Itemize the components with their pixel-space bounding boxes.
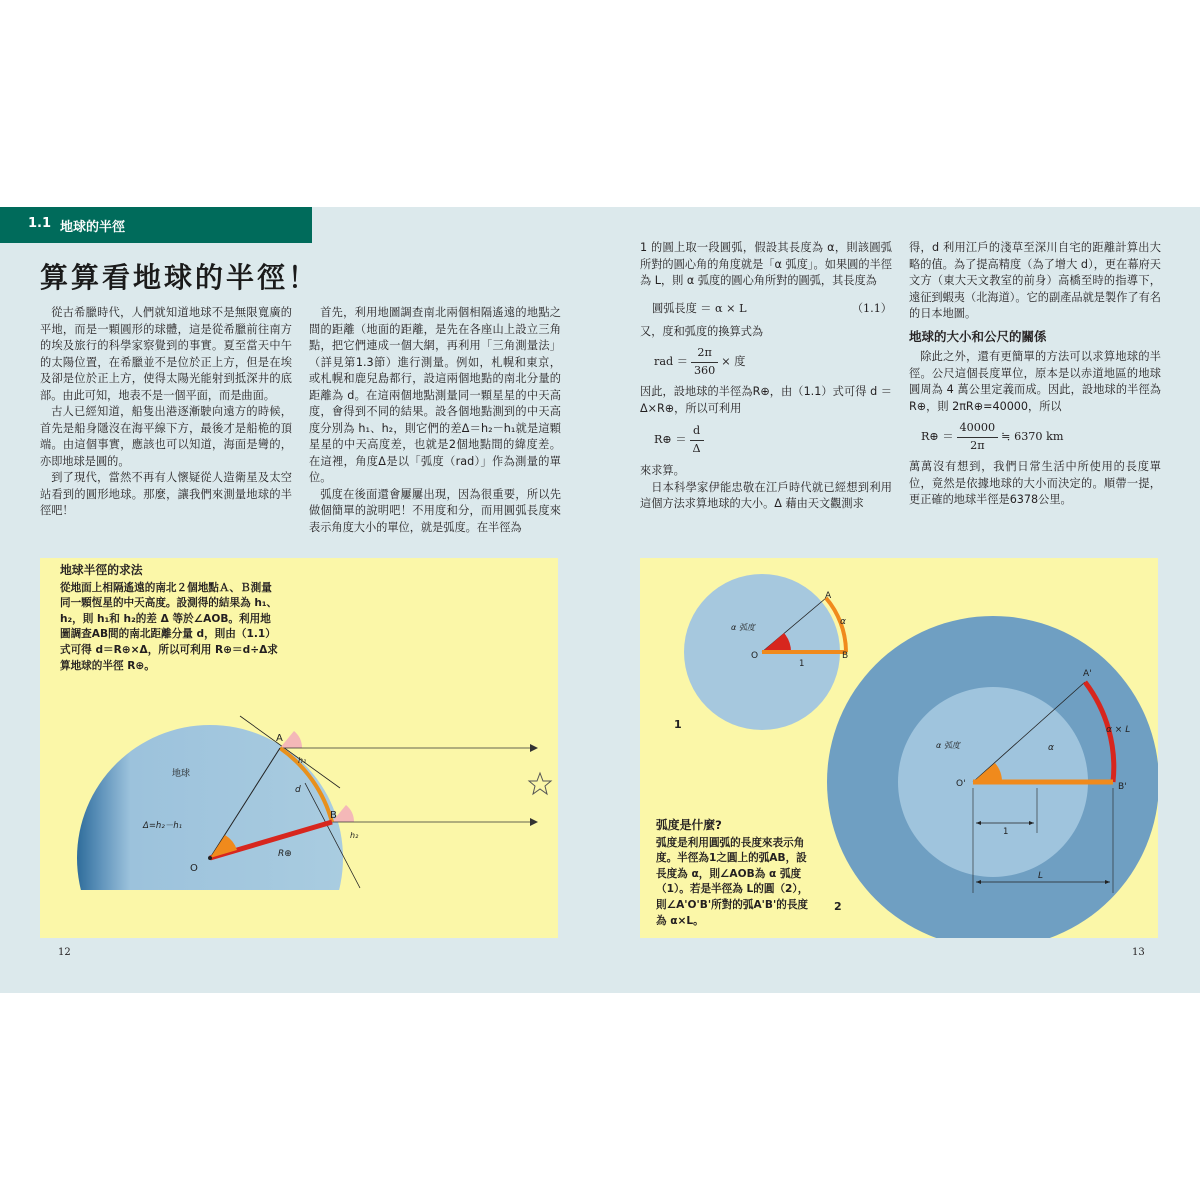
earth-radius-diagram [40, 558, 558, 938]
figure-description: 從地面上相隔遙遠的南北２個地點Ａ、Ｂ測量同一顆恆星的中天高度。設測得的結果為 h₁、h₂，則 h₁和 h₂的差 Δ 等於∠AOB。利用地圖調查AB間的南北距離分量 d，則由（1.1）式可得 d＝R⊕×Δ，所以可利用 R⊕＝d÷Δ求算地球的半徑 R⊕。 [60, 581, 278, 672]
left-column-2 [309, 305, 561, 536]
paragraph: 日本科學家伊能忠敬在江戶時代就已經想到利用這個方法求算地球的大小。Δ 藉由天文觀測求 [640, 480, 892, 510]
label-O: O [190, 863, 198, 874]
fig2-label-L: L [1038, 871, 1044, 881]
equation-text: 圓弧長度 ＝ α × L [652, 301, 747, 315]
section-number: 1.1 [28, 216, 52, 231]
label-d: d [295, 785, 301, 795]
fig1-label-B: B [842, 651, 849, 661]
label-A: A [276, 733, 283, 744]
equation-meter [909, 415, 1161, 459]
section-label: 地球的半徑 [60, 220, 126, 235]
fig2-number: 2 [834, 900, 842, 913]
figure-description: 弧度是利用圓弧的長度來表示角度。半徑為1之圓上的弧AB，設長度為 α，則∠AOB為 α 弧度（1）。若是半徑為 L的圓（2），則∠A'O'B'所對的弧A'B'的長度為 α×L。 [656, 836, 809, 927]
paragraph: 除此之外，還有更簡單的方法可以求算地球的半徑。公尺這個長度單位，原本是以赤道地區的地球圓周為 4 萬公里定義而成。因此，設地球的半徑為 R⊕，則 2πR⊕=40000，所以 [909, 350, 1161, 413]
fig2-label-aL: α × L [1106, 725, 1131, 735]
fig1-label-a: α [840, 617, 846, 627]
label-h2: h₂ [350, 831, 359, 840]
fig1-label-A: A [825, 591, 832, 601]
fraction-denominator: Δ [692, 441, 701, 455]
fig2-label-1: 1 [1003, 827, 1009, 837]
fraction-numerator: 40000 [957, 420, 999, 438]
figure-title: 弧度是什麼? [656, 818, 722, 832]
label-h1: h₁ [298, 756, 307, 765]
right-column-1 [640, 240, 892, 513]
page-number-right: 13 [1132, 947, 1145, 958]
paragraph: 弧度在後面還會屢屢出現，因為很重要，所以先做個簡單的說明吧！不用度和分，而用圓弧長度來表示角度大小的單位，就是弧度。在半徑為 [309, 487, 561, 534]
fraction-denominator: 360 [693, 363, 716, 377]
equation-left: R⊕ ＝ [921, 429, 954, 443]
equation-left: R⊕ ＝ [654, 432, 687, 446]
fig2-label-O: O' [956, 779, 966, 789]
equation-1-1 [640, 294, 892, 324]
equation-rad [640, 340, 892, 384]
fig2-label-B: B' [1118, 782, 1127, 792]
paragraph: 得，d 利用江戶的淺草至深川自宅的距離計算出大略的值。為了提高精度（為了增大 d），更在幕府天文方（東大天文教室的前身）高橋至時的指導下，遠征到蝦夷（北海道）。它的副產品就是製作了有名的日本地圖。 [909, 241, 1161, 320]
figure-caption-radian [656, 818, 816, 929]
page-number-left: 12 [58, 947, 71, 958]
label-R: R⊕ [278, 849, 292, 859]
fig1-label-O: O [751, 651, 759, 661]
fig1-label-1: 1 [799, 659, 805, 669]
section-tab [0, 207, 312, 243]
fig2-label-alpha-rad: α 弧度 [936, 741, 960, 750]
page-title: 算算看地球的半徑！ [40, 261, 320, 294]
equation-right: ≒ 6370 km [1001, 429, 1064, 443]
label-earth: 地球 [172, 769, 191, 779]
equation-radius [640, 417, 892, 463]
paragraph: 從古希臘時代，人們就知道地球不是無限寬廣的平地，而是一顆圓形的球體，這是從希臘前往南方的埃及旅行的科學家察覺到的事實。夏至當天中午的太陽位置，在希臘並不是位於正上方，但是在埃及卻是位於正上方，使得太陽光能射到抵深井的底部。由此可知，地表不是一個平面，而是曲面。 [40, 306, 292, 402]
fig2-label-A: A' [1083, 669, 1092, 679]
paragraph: 因此，設地球的半徑為R⊕，由（1.1）式可得 d ＝ Δ×R⊕，所以可利用 [640, 385, 892, 415]
equation-right: × 度 [721, 354, 746, 368]
figure-title: 地球半徑的求法 [60, 563, 143, 577]
paragraph: 又，度和弧度的換算式為 [640, 324, 764, 338]
fig1-label-alpha-rad: α 弧度 [731, 623, 755, 632]
label-B: B [330, 810, 337, 821]
paragraph: 古人已經知道，船隻出港逐漸駛向遠方的時候，首先是船身隱沒在海平線下方，最後才是船桅的頂端。由這個事實，應該也可以知道，海面是彎的，亦即地球是圓的。 [40, 405, 292, 468]
subheading: 地球的大小和公尺的關係 [909, 328, 1047, 344]
label-delta: Δ=h₂－h₁ [143, 821, 183, 831]
fraction-numerator: d [690, 423, 704, 441]
h1-angle-wedge [280, 731, 302, 748]
fig2-label-a: α [1048, 743, 1054, 753]
fig1-number: 1 [674, 718, 682, 731]
left-column-1 [40, 305, 292, 520]
right-column-2 [909, 240, 1161, 509]
fraction-numerator: 2π [691, 345, 718, 363]
paragraph: 萬萬沒有想到，我們日常生活中所使用的長度單位，竟然是依據地球的大小而決定的。順帶一提，更正確的地球半徑是6378公里。 [909, 460, 1161, 506]
star-icon [529, 773, 551, 794]
paragraph: 來求算。 [640, 464, 685, 477]
paragraph: 到了現代，當然不再有人懷疑從人造衛星及太空站看到的圓形地球。那麼，讓我們來測量地球的半徑吧！ [40, 471, 292, 517]
fraction-denominator: 2π [970, 438, 985, 452]
paragraph: 首先，利用地圖調查南北兩個相隔遙遠的地點之間的距離（地面的距離，是先在各座山上設立三角點，把它們連成一個大網，再利用「三角測量法」（詳見第1.3節）進行測量。例如，札幌和東京，或札幌和鹿兒島都行，設這兩個地點的南北分量的距離為 d。在這兩個地點測量同一顆星星的中天高度，會得到不同的結果。設各個地點測到的中天高度分別為 h₁、h₂，則它們的差Δ＝h₂－h₁就是這顆星星的中天高度差，也就是2個地點間的緯度差。在這裡，角度Δ是以「弧度（rad）」作為測量的單位。 [309, 306, 561, 484]
equation-left: rad ＝ [654, 354, 688, 368]
paragraph: 1 的圓上取一段圓弧，假設其長度為 α，則該圓弧所對的圓心角的角度就是「α 弧度」。如果圓的半徑為 L，則 α 弧度的圓心角所對的圓弧，其長度為 [640, 241, 892, 287]
equation-number: （1.1） [851, 301, 892, 315]
